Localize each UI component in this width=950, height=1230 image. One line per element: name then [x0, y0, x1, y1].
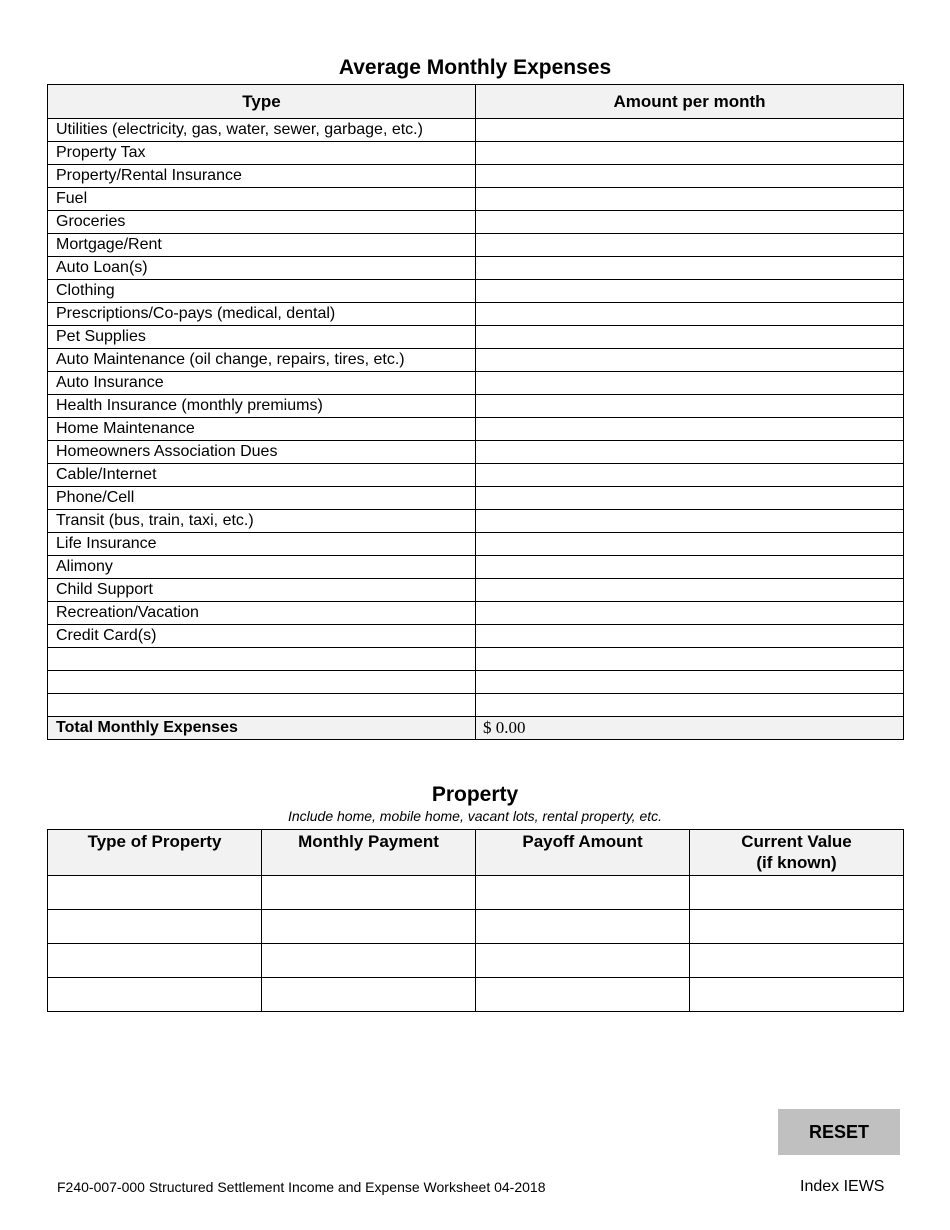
expense-row — [48, 326, 904, 349]
expense-type-cell: Mortgage/Rent — [48, 234, 476, 257]
monthly-payment-input[interactable] — [262, 944, 475, 977]
expense-amount-input[interactable] — [476, 464, 903, 486]
expense-amount-input[interactable] — [476, 694, 903, 716]
property-subtitle: Include home, mobile home, vacant lots, rental property, etc. — [287, 808, 663, 824]
expense-amount-input[interactable] — [476, 395, 903, 417]
expense-row — [48, 211, 904, 234]
monthly-payment-input[interactable] — [262, 978, 475, 1011]
expense-amount-cell — [476, 326, 904, 349]
expense-amount-input[interactable] — [476, 418, 903, 440]
index-footer: Index IEWS — [800, 1178, 885, 1195]
expense-amount-cell — [476, 372, 904, 395]
property-row — [48, 944, 904, 978]
expense-amount-cell — [476, 395, 904, 418]
property-cell — [262, 978, 476, 1012]
expense-amount-input[interactable] — [476, 579, 903, 601]
total-row — [48, 717, 904, 740]
expense-amount-input[interactable] — [476, 326, 903, 348]
expense-type-cell: Alimony — [48, 556, 476, 579]
expense-type-cell: Groceries — [48, 211, 476, 234]
expense-row — [48, 119, 904, 142]
expense-amount-cell — [476, 280, 904, 303]
monthly-payment-input[interactable] — [262, 910, 475, 943]
expense-amount-cell — [476, 694, 904, 717]
expenses-body — [48, 119, 904, 717]
type-of-property-header: Type of Property — [48, 830, 262, 876]
property-cell — [690, 944, 904, 978]
property-row — [48, 978, 904, 1012]
expense-row — [48, 648, 904, 671]
expense-amount-cell — [476, 119, 904, 142]
property-cell — [48, 876, 262, 910]
expense-type-cell: Recreation/Vacation — [48, 602, 476, 625]
current-value-input[interactable] — [690, 944, 903, 977]
payoff-amount-input[interactable] — [476, 944, 689, 977]
current-value-header-line1: Current Value — [741, 832, 852, 851]
property-type-input[interactable] — [48, 910, 261, 943]
expense-row — [48, 280, 904, 303]
total-amount-field — [476, 717, 903, 739]
expense-amount-cell — [476, 487, 904, 510]
expense-amount-input[interactable] — [476, 556, 903, 578]
expense-type-cell — [48, 694, 476, 717]
property-type-input[interactable] — [48, 944, 261, 977]
reset-button[interactable]: RESET — [778, 1109, 900, 1155]
expense-row — [48, 671, 904, 694]
expense-amount-input[interactable] — [476, 648, 903, 670]
expense-amount-input[interactable] — [476, 602, 903, 624]
expense-type-cell: Transit (bus, train, taxi, etc.) — [48, 510, 476, 533]
expense-amount-input[interactable] — [476, 211, 903, 233]
expense-row — [48, 303, 904, 326]
expense-row — [48, 142, 904, 165]
expense-amount-cell — [476, 602, 904, 625]
expense-row — [48, 464, 904, 487]
expense-amount-input[interactable] — [476, 349, 903, 371]
property-type-input[interactable] — [48, 978, 261, 1011]
payoff-amount-input[interactable] — [476, 876, 689, 909]
monthly-payment-header: Monthly Payment — [262, 830, 476, 876]
expense-amount-cell — [476, 257, 904, 280]
expense-type-cell: Child Support — [48, 579, 476, 602]
total-amount-cell — [476, 717, 904, 740]
expense-type-cell: Prescriptions/Co-pays (medical, dental) — [48, 303, 476, 326]
expense-type-cell: Auto Maintenance (oil change, repairs, tires, etc.) — [48, 349, 476, 372]
expense-row — [48, 602, 904, 625]
expense-amount-input[interactable] — [476, 533, 903, 555]
expense-row — [48, 694, 904, 717]
current-value-header — [690, 830, 904, 876]
type-column-header: Type — [48, 85, 476, 119]
expense-amount-cell — [476, 671, 904, 694]
property-table — [47, 829, 904, 1012]
expense-row — [48, 349, 904, 372]
property-body — [48, 876, 904, 1012]
expense-type-cell — [48, 671, 476, 694]
expense-amount-input[interactable] — [476, 165, 903, 187]
expense-amount-input[interactable] — [476, 257, 903, 279]
expense-type-cell: Fuel — [48, 188, 476, 211]
property-cell — [262, 944, 476, 978]
property-cell — [48, 944, 262, 978]
payoff-amount-header: Payoff Amount — [476, 830, 690, 876]
property-row — [48, 876, 904, 910]
expense-amount-cell — [476, 188, 904, 211]
expense-row — [48, 372, 904, 395]
expense-type-cell: Homeowners Association Dues — [48, 441, 476, 464]
expense-amount-cell — [476, 648, 904, 671]
expense-amount-cell — [476, 165, 904, 188]
expense-amount-cell — [476, 349, 904, 372]
expense-type-cell: Phone/Cell — [48, 487, 476, 510]
current-value-input[interactable] — [690, 978, 903, 1011]
expense-amount-cell — [476, 418, 904, 441]
expense-amount-cell — [476, 556, 904, 579]
property-cell — [476, 876, 690, 910]
expenses-header-row — [48, 85, 904, 119]
expense-row — [48, 441, 904, 464]
payoff-amount-input[interactable] — [476, 910, 689, 943]
expense-type-cell — [48, 648, 476, 671]
amount-column-header: Amount per month — [476, 85, 904, 119]
property-cell — [48, 910, 262, 944]
expense-amount-cell — [476, 533, 904, 556]
monthly-payment-input[interactable] — [262, 876, 475, 909]
property-header-row — [48, 830, 904, 876]
expense-amount-cell — [476, 625, 904, 648]
expense-amount-input[interactable] — [476, 142, 903, 164]
expense-amount-input[interactable] — [476, 671, 903, 693]
expense-row — [48, 257, 904, 280]
expense-type-cell: Property Tax — [48, 142, 476, 165]
expense-amount-cell — [476, 142, 904, 165]
property-type-input[interactable] — [48, 876, 261, 909]
property-cell — [476, 910, 690, 944]
expense-type-cell: Home Maintenance — [48, 418, 476, 441]
current-value-input[interactable] — [690, 876, 903, 909]
expense-amount-cell — [476, 303, 904, 326]
expense-amount-input[interactable] — [476, 372, 903, 394]
expenses-table — [47, 84, 904, 740]
expense-row — [48, 579, 904, 602]
expense-row — [48, 487, 904, 510]
expense-row — [48, 418, 904, 441]
expense-row — [48, 625, 904, 648]
expense-amount-input[interactable] — [476, 510, 903, 532]
form-id-footer: F240-007-000 Structured Settlement Income and Expense Worksheet 04-2018 — [57, 1179, 546, 1195]
expense-amount-cell — [476, 234, 904, 257]
current-value-input[interactable] — [690, 910, 903, 943]
expense-amount-input[interactable] — [476, 119, 903, 141]
expense-row — [48, 510, 904, 533]
property-row — [48, 910, 904, 944]
expense-type-cell: Credit Card(s) — [48, 625, 476, 648]
property-cell — [48, 978, 262, 1012]
property-cell — [476, 978, 690, 1012]
expense-row — [48, 165, 904, 188]
expense-type-cell: Life Insurance — [48, 533, 476, 556]
expense-type-cell: Property/Rental Insurance — [48, 165, 476, 188]
property-cell — [262, 876, 476, 910]
expense-type-cell: Pet Supplies — [48, 326, 476, 349]
expense-row — [48, 556, 904, 579]
property-cell — [476, 944, 690, 978]
expense-type-cell: Auto Loan(s) — [48, 257, 476, 280]
payoff-amount-input[interactable] — [476, 978, 689, 1011]
expense-amount-input[interactable] — [476, 280, 903, 302]
expense-amount-cell — [476, 510, 904, 533]
property-cell — [690, 876, 904, 910]
expense-amount-cell — [476, 579, 904, 602]
expense-row — [48, 188, 904, 211]
expense-type-cell: Cable/Internet — [48, 464, 476, 487]
expense-amount-cell — [476, 464, 904, 487]
expense-amount-input[interactable] — [476, 234, 903, 256]
total-label: Total Monthly Expenses — [48, 717, 476, 740]
expense-row — [48, 395, 904, 418]
expense-amount-input[interactable] — [476, 188, 903, 210]
expense-row — [48, 533, 904, 556]
expense-type-cell: Utilities (electricity, gas, water, sewer, garbage, etc.) — [48, 119, 476, 142]
property-title: Property — [431, 783, 519, 806]
current-value-header-line2: (if known) — [756, 853, 837, 872]
expense-amount-cell — [476, 211, 904, 234]
property-cell — [690, 910, 904, 944]
expenses-title: Average Monthly Expenses — [338, 56, 612, 79]
expense-row — [48, 234, 904, 257]
property-cell — [262, 910, 476, 944]
expense-type-cell: Clothing — [48, 280, 476, 303]
expense-type-cell: Health Insurance (monthly premiums) — [48, 395, 476, 418]
expense-amount-input[interactable] — [476, 625, 903, 647]
expense-amount-cell — [476, 441, 904, 464]
expense-amount-input[interactable] — [476, 487, 903, 509]
expense-amount-input[interactable] — [476, 303, 903, 325]
property-cell — [690, 978, 904, 1012]
expense-type-cell: Auto Insurance — [48, 372, 476, 395]
expense-amount-input[interactable] — [476, 441, 903, 463]
